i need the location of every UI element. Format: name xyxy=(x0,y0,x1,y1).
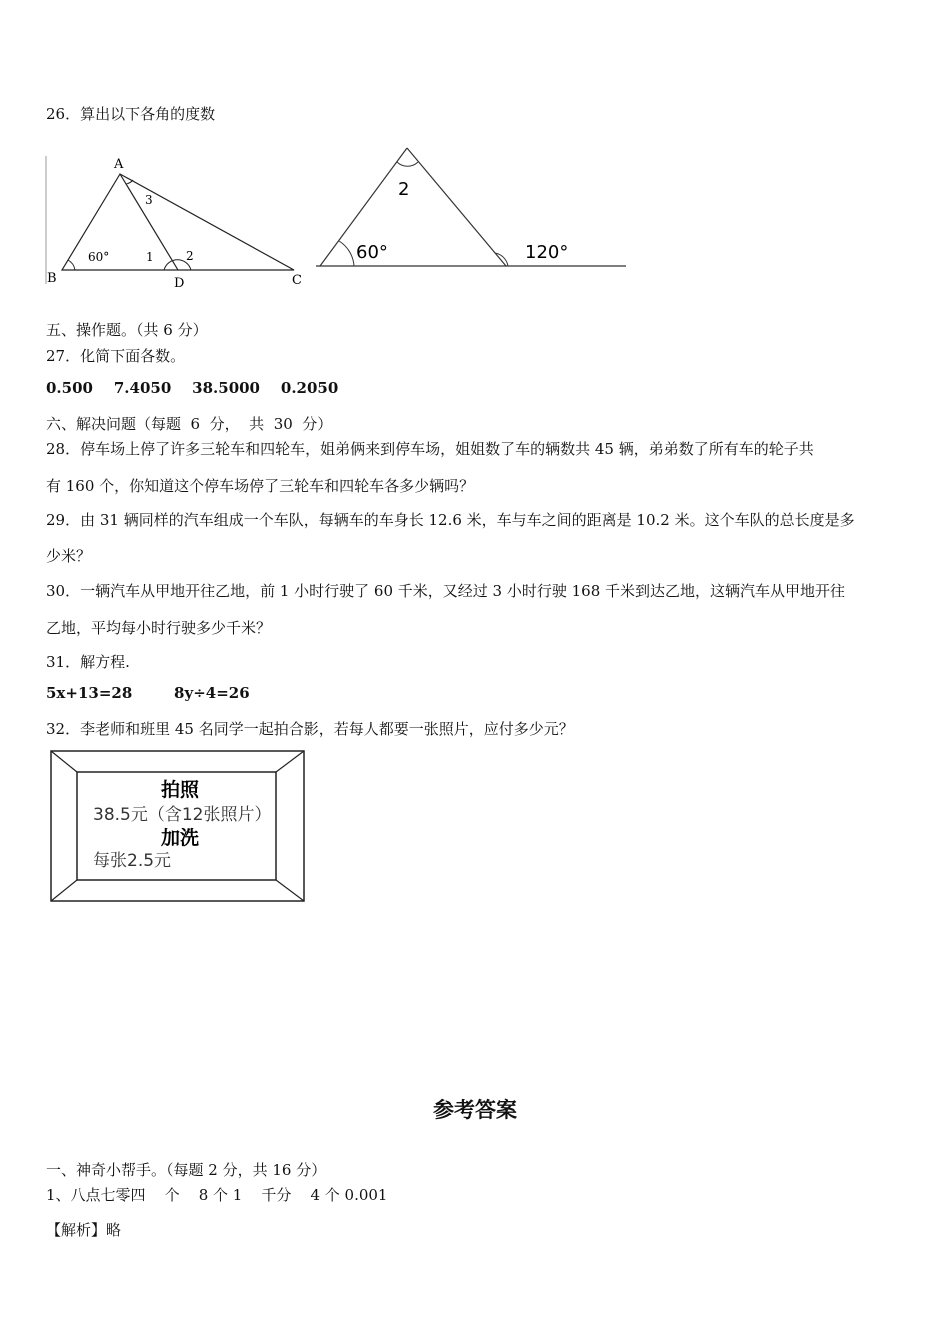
q27-numbers: 0.500 7.4050 38.5000 0.2050 xyxy=(46,379,339,397)
left-angle-arc xyxy=(339,241,354,266)
angle-3-label: 3 xyxy=(145,193,153,207)
angle-b-value: 60° xyxy=(88,250,110,264)
angle-120-label: 120° xyxy=(525,242,569,263)
angle-2-label: 2 xyxy=(398,179,410,200)
question-30-line1: 30．一辆汽车从甲地开往乙地，前 1 小时行驶了 60 千米，又经过 3 小时行驶 168 千米到达乙地，这辆汽车从甲地开往 xyxy=(46,582,846,600)
angle-60-label: 60° xyxy=(356,242,388,263)
label-b: B xyxy=(47,271,57,286)
answers-section-1-title: 一、神奇小帮手。（每题 2 分，共 16 分） xyxy=(46,1161,327,1179)
photo-price-card xyxy=(50,750,305,902)
card-title-photo: 拍照 xyxy=(160,779,200,801)
label-a: A xyxy=(114,157,124,172)
question-27: 27．化简下面各数。 xyxy=(46,347,186,365)
answers-heading: 参考答案 xyxy=(433,1098,517,1122)
card-reprint-price: 每张2.5元 xyxy=(93,851,172,871)
question-28-line2: 有 160 个，你知道这个停车场停了三轮车和四轮车各多少辆吗？ xyxy=(46,477,475,495)
section-5-title: 五、操作题。（共 6 分） xyxy=(46,321,208,339)
answer-1-analysis: 【解析】略 xyxy=(46,1221,122,1239)
question-26: 26．算出以下各角的度数 xyxy=(46,105,216,123)
angle-3-arc xyxy=(126,180,133,184)
question-32: 32．李老师和班里 45 名同学一起拍合影，若每人都要一张照片，应付多少元？ xyxy=(46,720,574,738)
angle-b-arc xyxy=(68,260,75,270)
label-d: D xyxy=(174,276,185,290)
answer-1: 1、八点七零四 个 8 个 1 千分 4 个 0.001 xyxy=(46,1186,388,1204)
question-28-line1: 28．停车场上停了许多三轮车和四轮车，姐弟俩来到停车场，姐姐数了车的辆数共 45 辆，弟弟数了所有车的轮子共 xyxy=(46,440,814,458)
card-photo-price: 38.5元（含12张照片） xyxy=(93,805,272,825)
question-31: 31．解方程. xyxy=(46,653,130,671)
section-6-title: 六、解决问题（每题 6 分， 共 30 分） xyxy=(46,415,333,433)
label-c: C xyxy=(292,273,302,288)
apex-arc xyxy=(397,162,418,166)
q31-equations: 5x+13=28 8y÷4=26 xyxy=(46,684,250,702)
triangle-figure-abc xyxy=(44,148,306,290)
question-29-line2: 少米？ xyxy=(46,547,92,565)
triangle-figure-exterior-angle xyxy=(312,140,630,272)
question-29-line1: 29．由 31 辆同样的汽车组成一个车队，每辆车的车身长 12.6 米，车与车之间的距离是 10.2 米。这个车队的总长度是多 xyxy=(46,511,855,529)
card-title-reprint: 加洗 xyxy=(160,827,200,849)
angle-2-label: 2 xyxy=(186,249,194,263)
angle-1-label: 1 xyxy=(146,250,154,264)
question-30-line2: 乙地，平均每小时行驶多少千米？ xyxy=(46,619,272,637)
right-side xyxy=(407,148,506,266)
